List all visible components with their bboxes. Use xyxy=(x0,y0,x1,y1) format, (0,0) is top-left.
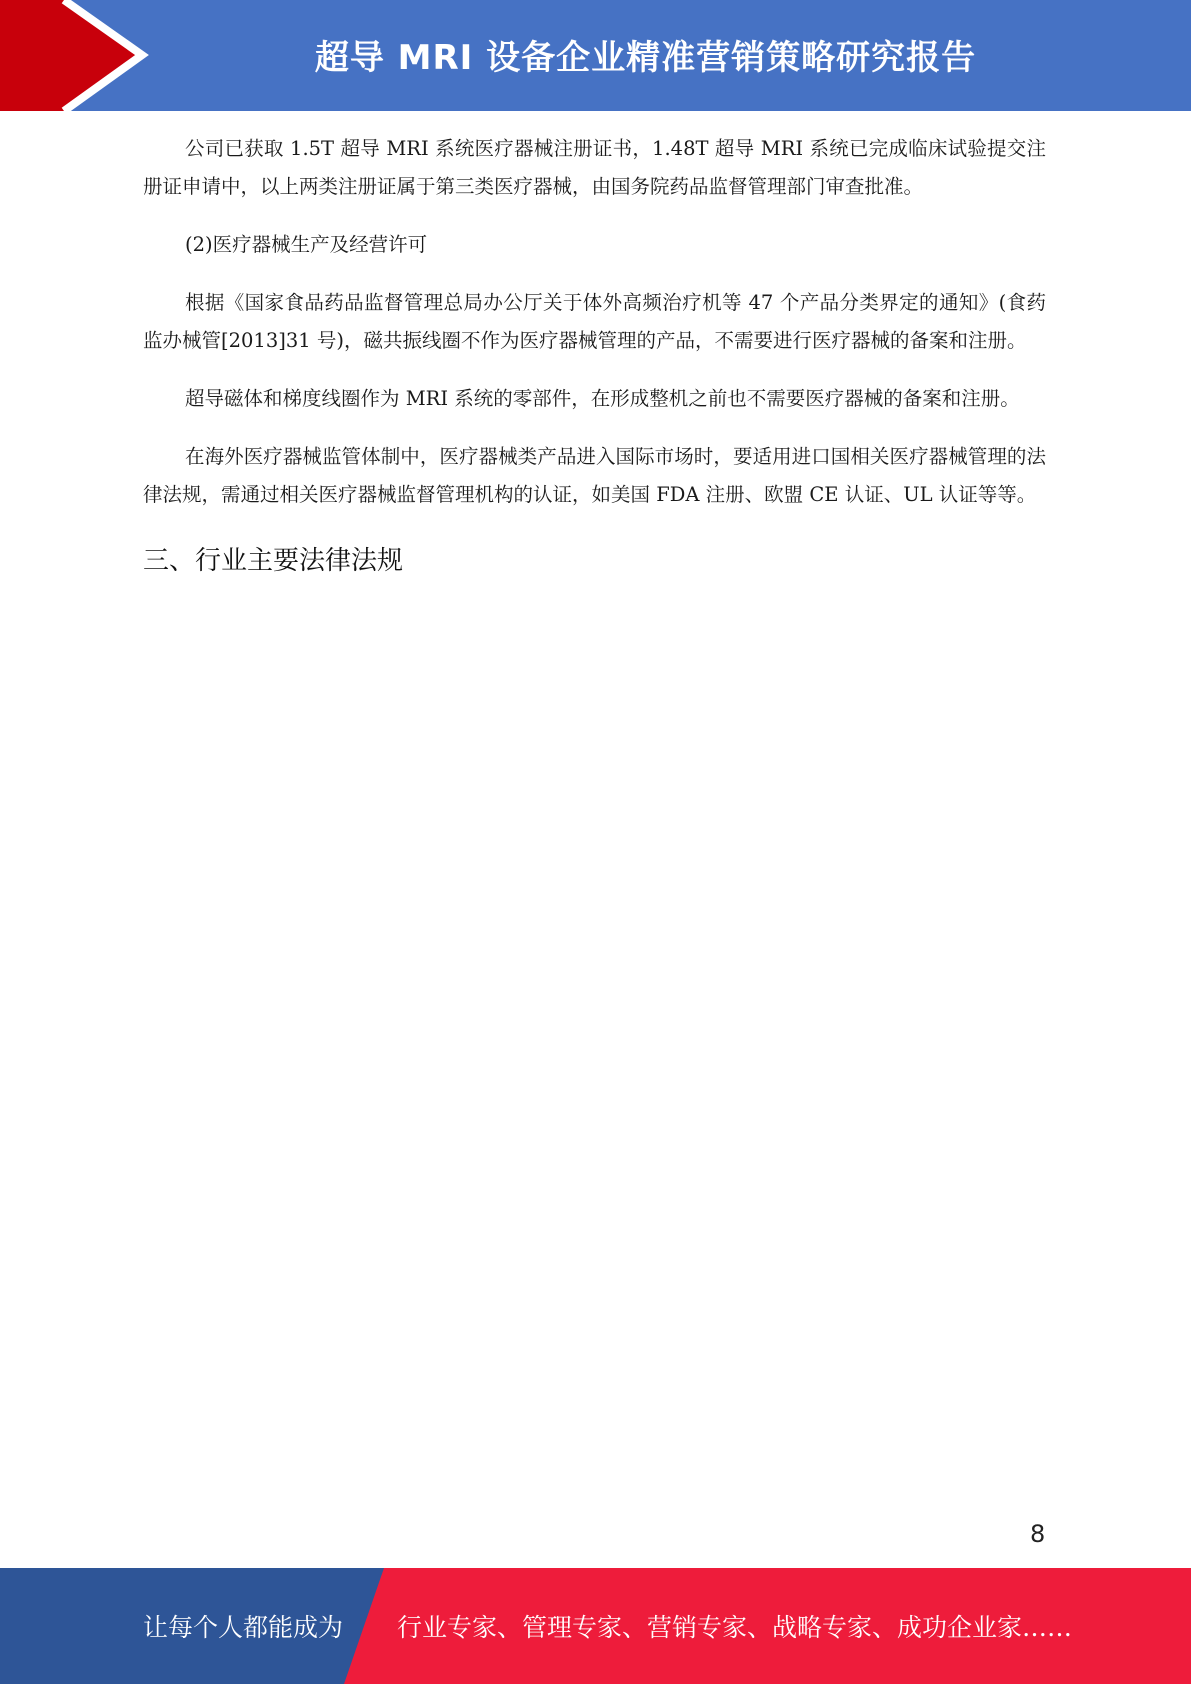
footer-slogan-left: 让每个人都能成为 xyxy=(143,1613,344,1642)
red-chevron-decoration xyxy=(0,0,160,111)
report-header xyxy=(0,0,1191,111)
report-title: 超导 MRI 设备企业精准营销策略研究报告 xyxy=(314,37,977,78)
document-body xyxy=(143,130,1046,577)
section-heading-laws: 三、行业主要法律法规 xyxy=(143,546,404,576)
footer-slogan-right: 行业专家、管理专家、营销专家、战略专家、成功企业家…… xyxy=(397,1613,1073,1642)
paragraph-magnet-components: 超导磁体和梯度线圈作为 MRI 系统的零部件，在形成整机之前也不需要医疗器械的备案和注册。 xyxy=(185,387,1020,410)
report-footer xyxy=(0,1568,1191,1684)
subheading-production-license: (2)医疗器械生产及经营许可 xyxy=(185,233,428,256)
paragraph-overseas-regulation: 在海外医疗器械监管体制中，医疗器械类产品进入国际市场时，要适用进口国相关医疗器械管理的法律法规，需通过相关医疗器械监督管理机构的认证，如美国 FDA 注册、欧盟 CE 认证、UL 认证等等。 xyxy=(143,445,1046,506)
paragraph-coil-classification: 根据《国家食品药品监督管理总局办公厅关于体外高频治疗机等 47 个产品分类界定的通知》(食药监办械管[2013]31 号)，磁共振线圈不作为医疗器械管理的产品，不需要进行医疗器械的备案和注册。 xyxy=(143,291,1046,352)
page-number: 8 xyxy=(1030,1520,1046,1548)
paragraph-registration: 公司已获取 1.5T 超导 MRI 系统医疗器械注册证书，1.48T 超导 MRI 系统已完成临床试验提交注册证申请中，以上两类注册证属于第三类医疗器械，由国务院药品监督管理部门审查批准。 xyxy=(143,137,1046,198)
